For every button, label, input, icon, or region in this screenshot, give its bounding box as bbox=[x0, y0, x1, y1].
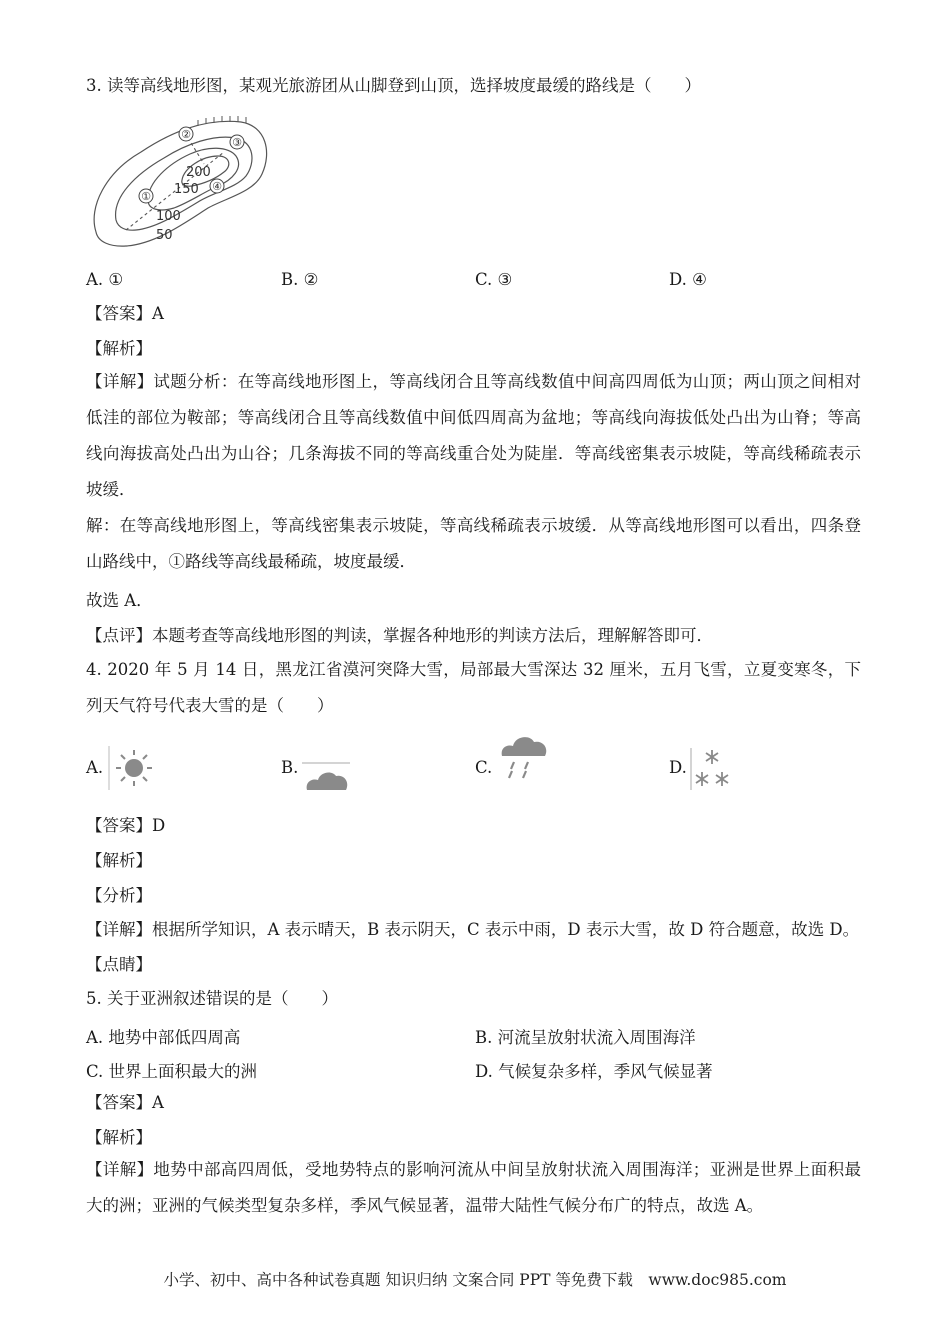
question-4-analysis-tag: 【解析】 bbox=[86, 851, 152, 870]
elevation-200-label: 200 bbox=[186, 165, 211, 180]
question-4-detail: 【详解】根据所学知识，A 表示晴天，B 表示阴天，C 表示中雨，D 表示大雪，故 D 符合题意，故选 D。 bbox=[86, 920, 860, 939]
option-c: C. 世界上面积最大的洲 bbox=[86, 1062, 258, 1081]
question-5-analysis-tag: 【解析】 bbox=[86, 1128, 152, 1147]
page-footer: 小学、初中、高中各种试卷真题 知识归纳 文案合同 PPT 等免费下载 www.doc985.com bbox=[163, 1271, 787, 1289]
route-2-label: ② bbox=[181, 128, 191, 141]
route-1-label: ① bbox=[141, 190, 151, 203]
question-3-analysis-tag: 【解析】 bbox=[86, 339, 152, 358]
question-3-detail: 【详解】试题分析：在等高线地形图上，等高线闭合且等高线数值中间高四周低为山顶；两山顶之间相对低洼的部位为鞍部；等高线闭合且等高线数值中间低四周高为盆地；等高线向海拔低处凸出为山脊；等高线向海拔高处凸出为山谷；几条海拔不同的等高线重合处为陡崖．等高线密集表示坡陡，等高线稀疏表示坡缓． bbox=[86, 372, 861, 499]
contour-map-figure bbox=[86, 112, 276, 252]
heavy-snow-icon bbox=[690, 746, 732, 792]
question-4-stem: 4. 2020 年 5 月 14 日，黑龙江省漠河突降大雪，局部最大雪深达 32 厘米，五月飞雪，立夏变寒冬，下列天气符号代表大雪的是（ ） bbox=[86, 660, 861, 715]
option-d: D. bbox=[669, 758, 687, 777]
elevation-150-label: 150 bbox=[174, 182, 199, 197]
option-a: A. ① bbox=[86, 270, 124, 289]
question-5-detail: 【详解】地势中部高四周低，受地势特点的影响河流从中间呈放射状流入周围海洋；亚洲是世界上面积最大的洲；亚洲的气候类型复杂多样，季风气候显著，温带大陆性气候分布广的特点，故选 A。 bbox=[86, 1160, 861, 1215]
option-c: C. bbox=[475, 758, 493, 777]
question-3-stem: 3. 读等高线地形图，某观光旅游团从山脚登到山顶，选择坡度最缓的路线是（ ） bbox=[86, 76, 701, 95]
rain-cloud-icon bbox=[498, 730, 550, 780]
option-b: B. bbox=[281, 758, 299, 777]
overcast-cloud-icon bbox=[302, 760, 352, 794]
route-3-label: ③ bbox=[232, 136, 242, 149]
question-4-fenxi: 【分析】 bbox=[86, 886, 152, 905]
option-b: B. ② bbox=[281, 270, 319, 289]
question-3-solution: 解：在等高线地形图上，等高线密集表示坡陡，等高线稀疏表示坡缓．从等高线地形图可以看出，四条登山路线中，①路线等高线最稀疏，坡度最缓． bbox=[86, 516, 861, 571]
route-4-label: ④ bbox=[212, 180, 222, 193]
sun-icon bbox=[108, 744, 160, 792]
question-3-comment: 【点评】本题考查等高线地形图的判读，掌握各种地形的判读方法后，理解解答即可． bbox=[86, 626, 713, 645]
question-3-answer: 【答案】A bbox=[86, 304, 164, 323]
question-4-answer: 【答案】D bbox=[86, 816, 166, 835]
question-5-stem: 5. 关于亚洲叙述错误的是（ ） bbox=[86, 989, 338, 1008]
contour-map-svg bbox=[86, 112, 276, 252]
option-c: C. ③ bbox=[475, 270, 513, 289]
option-a: A. 地势中部低四周高 bbox=[86, 1028, 241, 1047]
option-a: A. bbox=[86, 758, 104, 777]
elevation-100-label: 100 bbox=[156, 209, 181, 224]
option-d: D. 气候复杂多样，季风气候显著 bbox=[475, 1062, 713, 1081]
option-b: B. 河流呈放射状流入周围海洋 bbox=[475, 1028, 696, 1047]
question-4-dianjing: 【点睛】 bbox=[86, 955, 152, 974]
elevation-50-label: 50 bbox=[156, 228, 173, 243]
question-3-choose: 故选 A． bbox=[86, 591, 153, 610]
option-d: D. ④ bbox=[669, 270, 707, 289]
question-5-answer: 【答案】A bbox=[86, 1093, 164, 1112]
